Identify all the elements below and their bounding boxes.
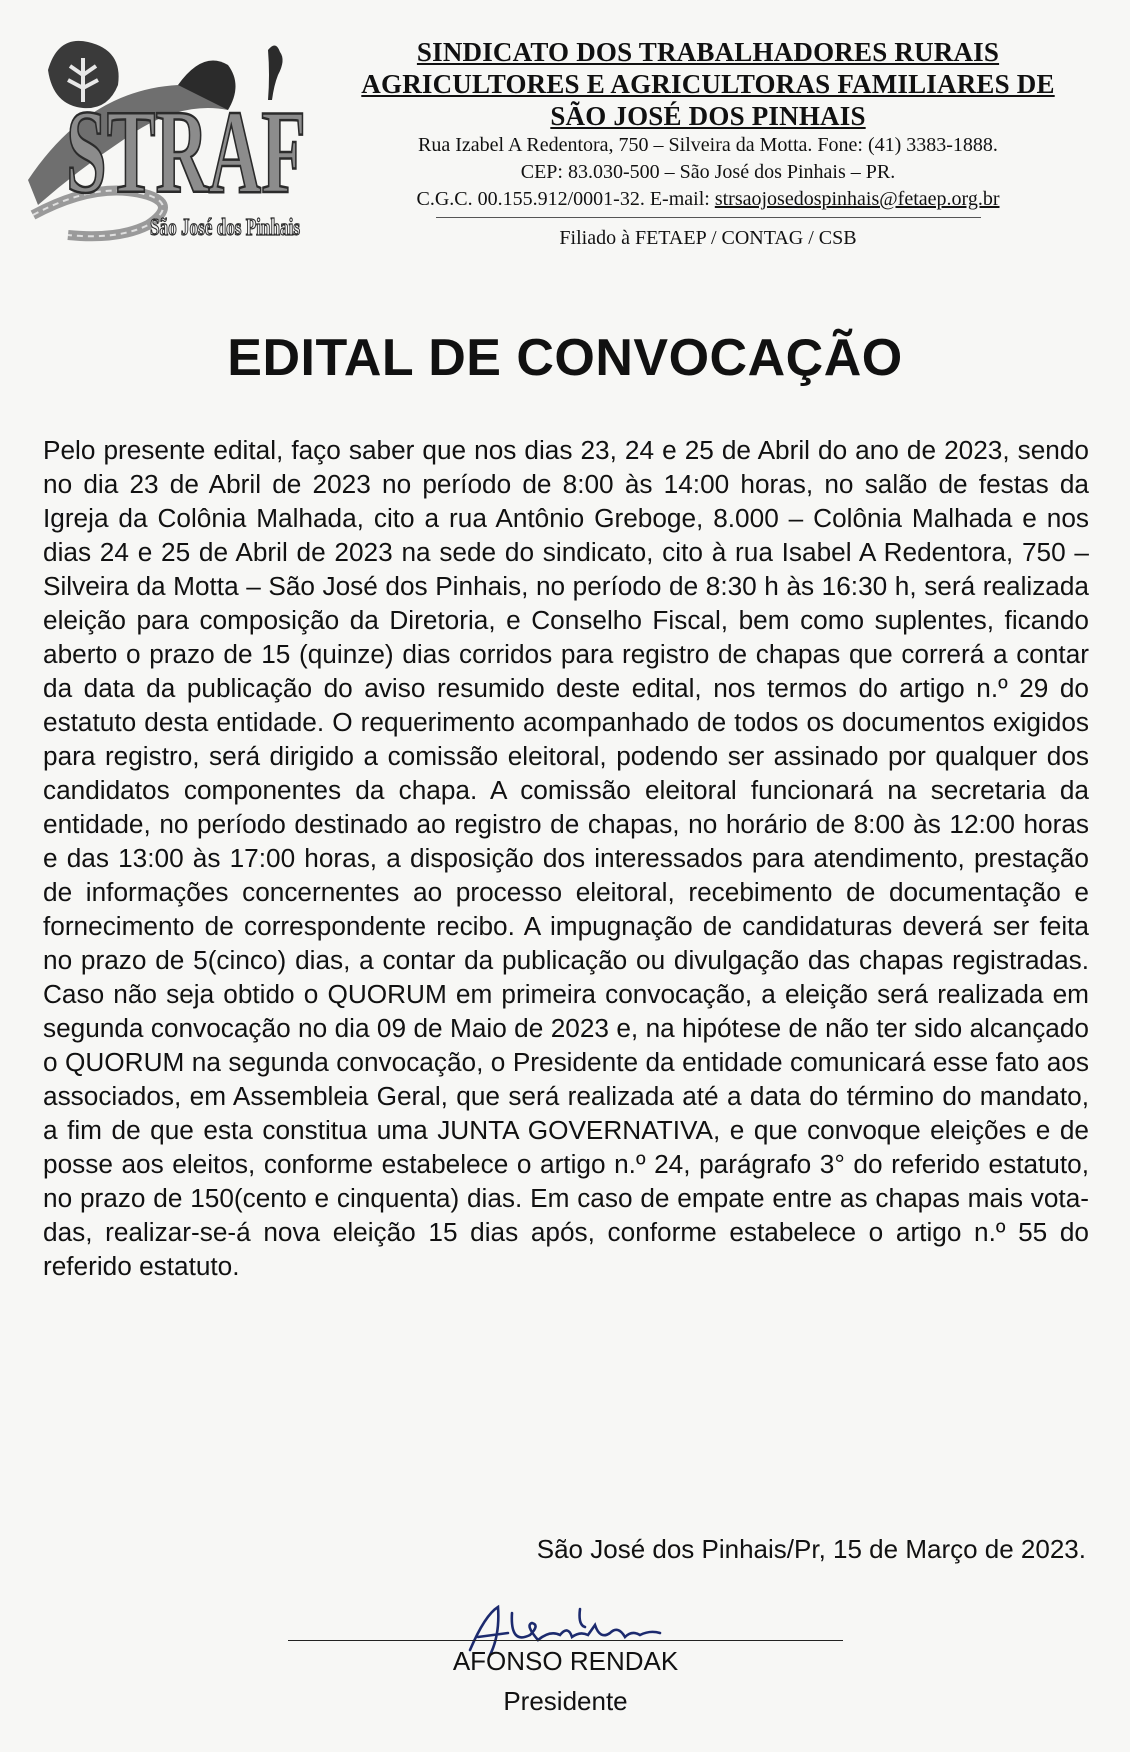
org-name-line1: SINDICATO DOS TRABALHADORES RURAIS xyxy=(416,37,1000,67)
org-name-line2: AGRICULTORES E AGRICULTORAS FAMILIARES DE xyxy=(361,69,1055,99)
affiliation-line: Filiado à FETAEP / CONTAG / CSB xyxy=(559,227,857,249)
logo-letters: STRAF xyxy=(66,85,306,218)
date-line: São José dos Pinhais/Pr, 15 de Março de 2023. xyxy=(536,1534,1086,1564)
straf-logo xyxy=(28,30,310,250)
cgc-text: C.G.C. 00.155.912/0001-32. E-mail: xyxy=(416,188,715,210)
signer-role: Presidente xyxy=(503,1686,628,1716)
cgc-line xyxy=(318,186,1098,213)
logo-subtext: São José dos Pinhais xyxy=(150,215,300,241)
body-paragraph: Pelo presente edital, faço saber que nos dias 23, 24 e 25 de Abril do ano de 2023, sendo no dia 23 de Abril de 2023 no período de 8:00 às 14:00 horas, no salão de festas da Igreja da Colônia Malhada, cito a rua Antônio Greboge, 8.000 – Colônia Malhada e nos dias 24 e 25 de Abril de 2023 na sede do sindicato, cito à rua Isabel A Redentora, 750 – Silveira da Motta – São José dos Pinhais, no período de 8:30 h às 16:30 h, será realizada eleição para composição da Diretoria, e Conselho Fiscal, bem como suplentes, ficando aberto o prazo de 15 (quinze) dias corridos para registro de chapas que correrá a contar da data da publicação do aviso resumido deste edital, nos termos do artigo n.º 29 do estatuto desta entidade. O requerimento acompanhado de todos os documentos exigidos para registro, será dirigido a comissão eleitoral, podendo ser assinado por qualquer dos candidatos componentes da chapa. A comissão eleitoral funcionará na secretaria da entidade, no período destinado ao registro de chapas, no horário de 8:00 às 12:00 horas e das 13:00 às 17:00 horas, a disposição dos interessados para atendimento, prestação de informações concernentes ao processo eleitoral, recebimento de documentação e fornecimento de correspondente recibo. A impugnação de candidaturas deverá ser feita no prazo de 5(cinco) dias, a contar da publicação ou divulgação das chapas registradas. Caso não seja obtido o QUORUM em primeira convocação, a eleição será realizada em segunda convocação no dia 09 de Maio de 2023 e, na hipótese de não ter sido alcançado o QUORUM na segunda convocação, o Presidente da entidade comunicará esse fato aos associados, em Assembleia Geral, que será realizada até a data do término do mandato, a fim de que esta constitua uma JUNTA GOVERNATIVA, e que convoque eleições e de posse aos eleitos, conforme estabelece o artigo n.º 24, parágrafo 3° do referido estatuto, no prazo de 150(cento e cinquenta) dias. Em caso de empate entre as chapas mais votadas, realizar-se-á nova eleição 15 dias após, conforme estabelece o artigo n.º 55 do referido estatuto. xyxy=(43,435,1089,1281)
cep-line: CEP: 83.030-500 – São José dos Pinhais – PR. xyxy=(520,161,896,183)
letterhead xyxy=(318,36,1098,252)
signature-line xyxy=(288,1640,843,1641)
document-title: EDITAL DE CONVOCAÇÃO xyxy=(227,329,903,387)
signer-name: AFONSO RENDAK xyxy=(452,1646,679,1676)
address-line: Rua Izabel A Redentora, 750 – Silveira da Motta. Fone: (41) 3383-1888. xyxy=(418,134,998,156)
header-divider xyxy=(436,217,981,218)
org-name-line3: SÃO JOSÉ DOS PINHAIS xyxy=(550,101,866,131)
email-address: strsaojosedospinhais@fetaep.org.br xyxy=(714,188,1000,210)
